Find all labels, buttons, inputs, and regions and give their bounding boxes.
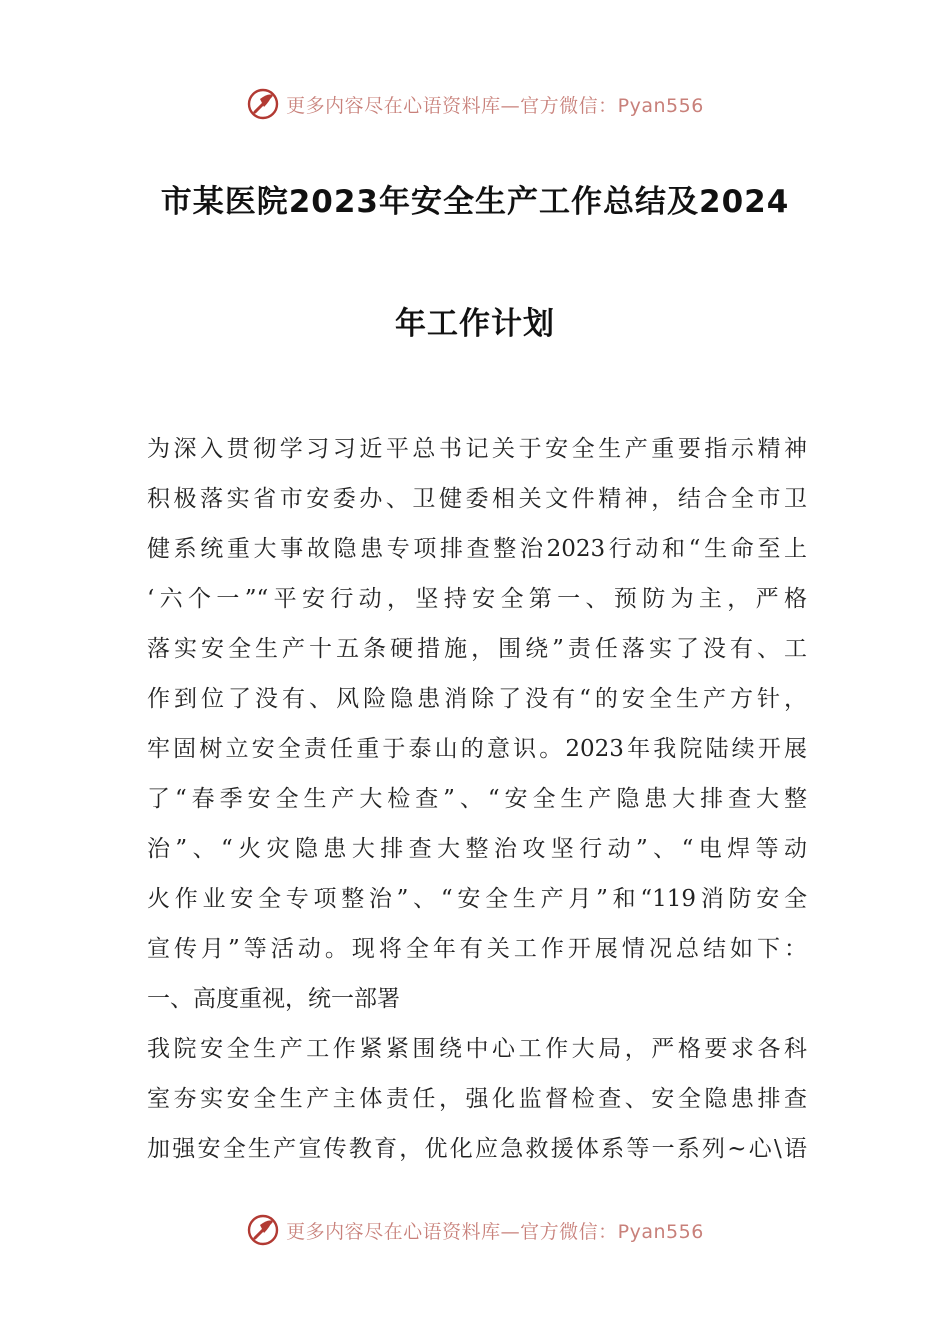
header-watermark-banner <box>0 84 950 124</box>
body-line: 牢固树立安全责任重于泰山的意识。2023年我院陆续开展 <box>147 736 807 762</box>
quill-logo-icon <box>246 87 280 121</box>
banner-text <box>286 91 704 118</box>
quill-logo-icon <box>246 1213 280 1247</box>
body-line: 宣传月”等活动。现将全年有关工作开展情况总结如下： <box>147 936 807 962</box>
banner-label: 更多内容尽在心语资料库—官方微信： <box>286 94 618 117</box>
body-line: 了“春季安全生产大检查”、“安全生产隐患大排查大整 <box>147 786 807 812</box>
section-heading: 一、高度重视，统一部署 <box>147 986 400 1012</box>
body-line: 作到位了没有、风险隐患消除了没有“的安全生产方针， <box>147 686 807 712</box>
footer-watermark-banner <box>0 1210 950 1250</box>
body-line: 火作业安全专项整治”、“安全生产月”和“119消防安全 <box>147 886 807 912</box>
body-line: 落实安全生产十五条硬措施，围绕”责任落实了没有、工 <box>147 636 807 662</box>
document-title-line-2: 年工作计划 <box>395 306 555 342</box>
body-line: 我院安全生产工作紧紧围绕中心工作大局，严格要求各科 <box>147 1036 807 1062</box>
wechat-id: Pyan556 <box>617 1220 704 1243</box>
body-line: 为深入贯彻学习习近平总书记关于安全生产重要指示精神 <box>147 436 807 462</box>
body-line: 健系统重大事故隐患专项排查整治2023行动和“生命至上 <box>147 536 807 562</box>
body-line: 加强安全生产宣传教育，优化应急救援体系等一系列~心\语 <box>147 1136 807 1162</box>
body-line: ‘六个一”“平安行动，坚持安全第一、预防为主，严格 <box>147 586 807 612</box>
body-line: 室夯实安全生产主体责任，强化监督检查、安全隐患排查 <box>147 1086 807 1112</box>
banner-text <box>286 1217 704 1244</box>
document-title-line-1: 市某医院2023年安全生产工作总结及2024 <box>160 184 790 220</box>
body-line: 治”、“火灾隐患大排查大整治攻坚行动”、“电焊等动 <box>147 836 807 862</box>
wechat-id: Pyan556 <box>617 94 704 117</box>
banner-label: 更多内容尽在心语资料库—官方微信： <box>286 1220 618 1243</box>
body-line: 积极落实省市安委办、卫健委相关文件精神，结合全市卫 <box>147 486 807 512</box>
